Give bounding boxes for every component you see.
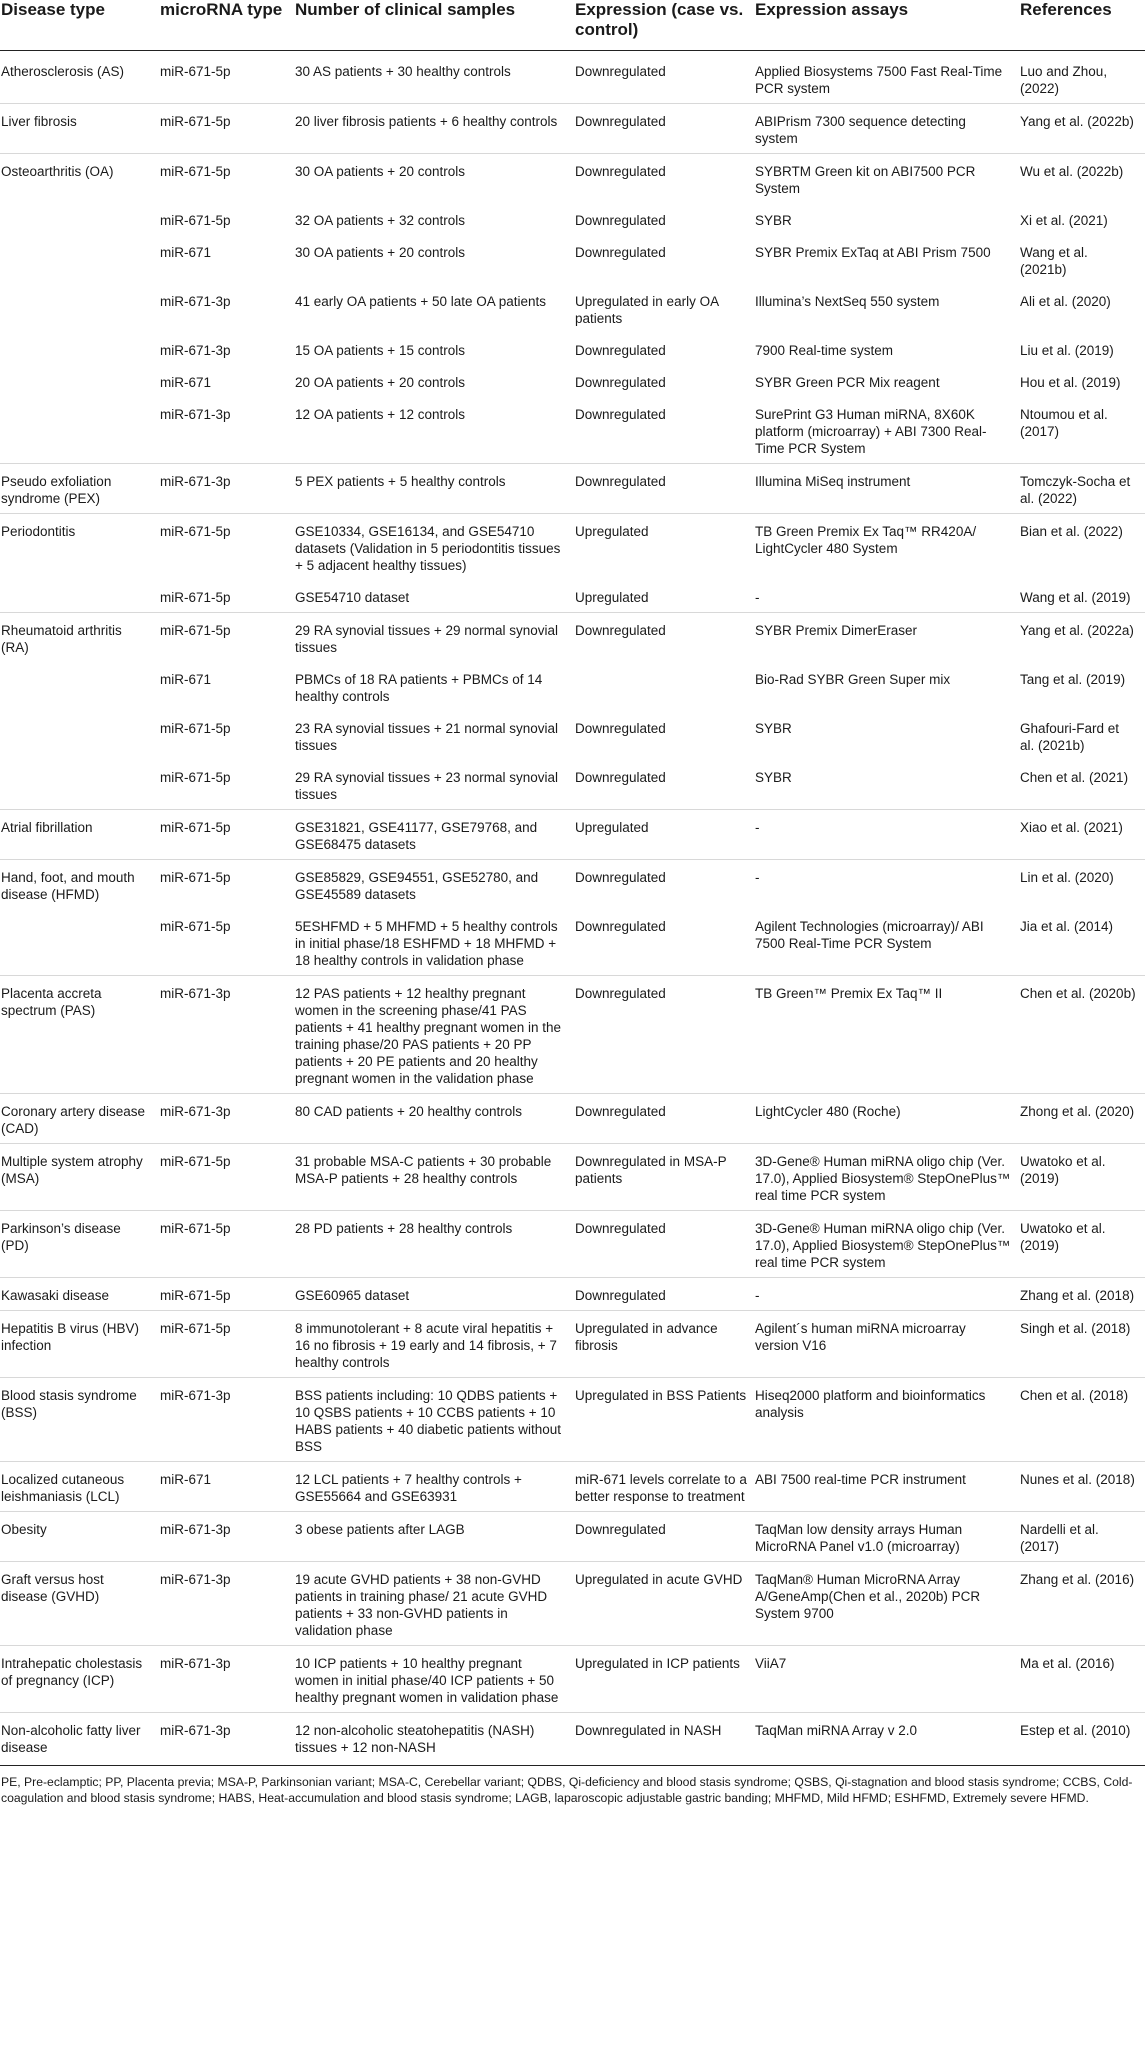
disease-type-cell: Pseudo exfoliation syndrome (PEX): [0, 464, 160, 514]
clinical-samples-cell: 3 obese patients after LAGB: [295, 1512, 575, 1562]
clinical-samples-cell: 5ESHFMD + 5 MHFMD + 5 healthy controls in initial phase/18 ESHFMD + 18 MHFMD + 18 healthy controls in validation phase: [295, 919, 558, 968]
expression-assays-cell: Agilent´s human miRNA microarray version V16: [755, 1311, 1020, 1378]
expression-cell: Downregulated in MSA-P patients: [575, 1144, 755, 1211]
table-row: [0, 1094, 1145, 1144]
expression-cell: Upregulated: [575, 590, 649, 605]
microrna-type-cell: miR-671-5p: [160, 154, 295, 204]
microrna-type-cell: miR-671-3p: [160, 1094, 295, 1144]
clinical-samples-cell: 20 liver fibrosis patients + 6 healthy controls: [295, 104, 575, 154]
clinical-samples-cell: 5 PEX patients + 5 healthy controls: [295, 464, 575, 514]
clinical-samples-cell: 28 PD patients + 28 healthy controls: [295, 1211, 575, 1278]
clinical-samples-cell: GSE60965 dataset: [295, 1278, 575, 1311]
clinical-samples-cell: 32 OA patients + 32 controls: [295, 213, 465, 228]
table-row: [0, 154, 1145, 204]
expression-cell: Downregulated: [575, 860, 755, 910]
clinical-samples-cell: GSE31821, GSE41177, GSE79768, and GSE68475 datasets: [295, 810, 575, 860]
clinical-samples-cell: 23 RA synovial tissues + 21 normal synovial tissues: [295, 721, 559, 753]
expression-assays-cell: Illumina’s NextSeq 550 system: [755, 294, 940, 309]
table-row: [0, 909, 1145, 976]
expression-assays-cell: -: [755, 590, 760, 605]
column-header-expression-assays: Expression assays: [755, 0, 1020, 51]
clinical-samples-cell: 29 RA synovial tissues + 23 normal synovial tissues: [295, 770, 559, 802]
microrna-type-cell: miR-671-5p: [160, 104, 295, 154]
expression-cell: Downregulated: [575, 1512, 755, 1562]
reference-cell: Xiao et al. (2021): [1020, 810, 1145, 860]
reference-cell: Chen et al. (2021): [1020, 770, 1129, 785]
expression-assays-cell: 3D-Gene® Human miRNA oligo chip (Ver. 17.0), Applied Biosystem® StepOnePlus™ real time PCR system: [755, 1144, 1020, 1211]
table-row: [0, 235, 1145, 284]
clinical-samples-cell: 30 OA patients + 20 controls: [295, 245, 465, 260]
expression-cell: Downregulated: [575, 770, 666, 785]
clinical-samples-cell: 12 OA patients + 12 controls: [295, 407, 465, 422]
expression-assays-cell: ABI 7500 real-time PCR instrument: [755, 1462, 1020, 1512]
expression-assays-cell: SYBRTM Green kit on ABI7500 PCR System: [755, 154, 1020, 204]
expression-cell: Upregulated in acute GVHD: [575, 1562, 755, 1646]
table-row: [0, 580, 1145, 613]
microrna-type-cell: miR-671-5p: [160, 860, 295, 910]
column-header-disease-type: Disease type: [0, 0, 160, 51]
clinical-samples-cell: 15 OA patients + 15 controls: [295, 343, 465, 358]
column-header-clinical-samples: Number of clinical samples: [295, 0, 575, 51]
expression-cell: Downregulated: [575, 343, 666, 358]
expression-assays-cell: Hiseq2000 platform and bioinformatics analysis: [755, 1378, 1020, 1462]
table-row: [0, 51, 1145, 104]
table-row: [0, 203, 1145, 235]
expression-assays-cell: SurePrint G3 Human miRNA, 8X60K platform (microarray) + ABI 7300 Real-Time PCR System: [755, 407, 987, 456]
disease-type-cell: Liver fibrosis: [0, 104, 160, 154]
expression-assays-cell: TB Green Premix Ex Taq™ RR420A/ LightCycler 480 System: [755, 514, 1020, 581]
expression-cell: Downregulated: [575, 154, 755, 204]
disease-type-cell: Multiple system atrophy (MSA): [0, 1144, 160, 1211]
microrna-type-cell: miR-671-3p: [160, 407, 231, 422]
disease-type-cell: Osteoarthritis (OA): [0, 154, 160, 204]
reference-cell: Wang et al. (2019): [1020, 590, 1131, 605]
table-row: [0, 1562, 1145, 1646]
expression-assays-cell: Bio-Rad SYBR Green Super mix: [755, 672, 951, 687]
table-row: [0, 464, 1145, 514]
clinical-samples-cell: 30 OA patients + 20 controls: [295, 154, 575, 204]
expression-cell: Upregulated in BSS Patients: [575, 1378, 755, 1462]
microrna-type-cell: miR-671-5p: [160, 590, 231, 605]
clinical-samples-cell: 80 CAD patients + 20 healthy controls: [295, 1094, 575, 1144]
expression-assays-cell: Agilent Technologies (microarray)/ ABI 7500 Real-Time PCR System: [755, 919, 984, 951]
reference-cell: Jia et al. (2014): [1020, 919, 1114, 934]
expression-assays-cell: TaqMan® Human MicroRNA Array A/GeneAmp(Chen et al., 2020b) PCR System 9700: [755, 1562, 1020, 1646]
disease-type-cell: Atherosclerosis (AS): [1, 64, 125, 79]
reference-cell: Zhang et al. (2016): [1020, 1562, 1145, 1646]
disease-type-cell: Parkinson’s disease (PD): [0, 1211, 160, 1278]
table-row: [0, 711, 1145, 760]
expression-cell: Downregulated: [575, 104, 755, 154]
expression-cell: Downregulated: [575, 407, 666, 422]
clinical-samples-cell: 41 early OA patients + 50 late OA patients: [295, 294, 547, 309]
table-body: [0, 51, 1145, 1766]
clinical-samples-cell: 12 non-alcoholic steatohepatitis (NASH) tissues + 12 non-NASH: [295, 1713, 575, 1766]
reference-cell: Xi et al. (2021): [1020, 213, 1108, 228]
microrna-type-cell: miR-671-3p: [160, 1646, 295, 1713]
expression-assays-cell: 3D-Gene® Human miRNA oligo chip (Ver. 17.0), Applied Biosystem® StepOnePlus™ real time PCR system: [755, 1211, 1020, 1278]
table-row: [0, 1512, 1145, 1562]
expression-assays-cell: -: [755, 860, 1020, 910]
expression-assays-cell: Applied Biosystems 7500 Fast Real-Time PCR system: [755, 64, 1003, 96]
table-row: [0, 514, 1145, 581]
disease-type-cell: Placenta accreta spectrum (PAS): [0, 976, 160, 1094]
expression-assays-cell: SYBR: [755, 721, 792, 736]
microrna-type-cell: miR-671-5p: [160, 1144, 295, 1211]
clinical-samples-cell: 31 probable MSA-C patients + 30 probable MSA-P patients + 28 healthy controls: [295, 1144, 575, 1211]
expression-cell: [575, 662, 755, 711]
reference-cell: Uwatoko et al. (2019): [1020, 1211, 1145, 1278]
microrna-type-cell: miR-671-3p: [160, 343, 231, 358]
disease-type-cell: Obesity: [0, 1512, 160, 1562]
column-header-references: References: [1020, 0, 1145, 51]
reference-cell: Tang et al. (2019): [1020, 672, 1126, 687]
table-row: [0, 1211, 1145, 1278]
microrna-type-cell: miR-671: [160, 245, 212, 260]
expression-assays-cell: Illumina MiSeq instrument: [755, 464, 1020, 514]
microrna-type-cell: miR-671-3p: [160, 1562, 295, 1646]
expression-cell: Downregulated: [575, 1211, 755, 1278]
expression-assays-cell: -: [755, 1278, 1020, 1311]
expression-cell: Downregulated: [575, 613, 755, 663]
table-row: [0, 333, 1145, 365]
table-row: [0, 662, 1145, 711]
clinical-samples-cell: GSE85829, GSE94551, GSE52780, and GSE45589 datasets: [295, 860, 575, 910]
expression-assays-cell: SYBR: [755, 770, 792, 785]
expression-cell: Downregulated: [575, 1094, 755, 1144]
reference-cell: Bian et al. (2022): [1020, 514, 1145, 581]
clinical-samples-cell: PBMCs of 18 RA patients + PBMCs of 14 healthy controls: [295, 672, 543, 704]
expression-assays-cell: TaqMan miRNA Array v 2.0: [755, 1713, 1020, 1766]
reference-cell: Zhong et al. (2020): [1020, 1094, 1145, 1144]
clinical-samples-cell: 12 LCL patients + 7 healthy controls + GSE55664 and GSE63931: [295, 1462, 575, 1512]
expression-cell: Upregulated in ICP patients: [575, 1646, 755, 1713]
expression-assays-cell: TaqMan low density arrays Human MicroRNA Panel v1.0 (microarray): [755, 1512, 1020, 1562]
reference-cell: Liu et al. (2019): [1020, 343, 1114, 358]
microrna-type-cell: miR-671-5p: [160, 770, 231, 785]
table-header-row: [0, 0, 1145, 51]
reference-cell: Ali et al. (2020): [1020, 294, 1111, 309]
expression-assays-cell: SYBR: [755, 213, 792, 228]
disease-type-cell: [0, 760, 160, 810]
microrna-type-cell: miR-671-3p: [160, 1378, 295, 1462]
clinical-samples-cell: 10 ICP patients + 10 healthy pregnant women in initial phase/40 ICP patients + 50 healthy pregnant women in validation phase: [295, 1646, 575, 1713]
reference-cell: Wang et al. (2021b): [1020, 245, 1088, 277]
column-header-microrna-type: microRNA type: [160, 0, 295, 51]
table-row: [0, 104, 1145, 154]
expression-cell: miR-671 levels correlate to a better response to treatment: [575, 1462, 755, 1512]
expression-cell: Downregulated: [575, 919, 666, 934]
table-row: [0, 1462, 1145, 1512]
microrna-type-cell: miR-671-5p: [160, 514, 295, 581]
disease-type-cell: Periodontitis: [0, 514, 160, 581]
reference-cell: Uwatoko et al. (2019): [1020, 1144, 1145, 1211]
disease-type-cell: Hepatitis B virus (HBV) infection: [0, 1311, 160, 1378]
microrna-type-cell: miR-671-5p: [160, 1311, 295, 1378]
reference-cell: Wu et al. (2022b): [1020, 154, 1145, 204]
reference-cell: Ntoumou et al. (2017): [1020, 407, 1108, 439]
expression-assays-cell: ABIPrism 7300 sequence detecting system: [755, 104, 1020, 154]
expression-assays-cell: TB Green™ Premix Ex Taq™ II: [755, 976, 1020, 1094]
clinical-samples-cell: 12 PAS patients + 12 healthy pregnant women in the screening phase/41 PAS patients + 41 healthy pregnant women in the training phase/20 PAS patients + 20 PP patients + 20 PE patients and 20 healthy pregnant women in the validation phase: [295, 976, 575, 1094]
table-row: [0, 976, 1145, 1094]
disease-type-cell: [0, 580, 160, 613]
expression-assays-cell: 7900 Real-time system: [755, 343, 894, 358]
expression-cell: Downregulated: [575, 213, 666, 228]
disease-type-cell: [0, 235, 160, 284]
microrna-type-cell: miR-671-5p: [160, 613, 295, 663]
microrna-type-cell: miR-671: [160, 1462, 295, 1512]
clinical-samples-cell: 30 AS patients + 30 healthy controls: [295, 64, 511, 79]
expression-cell: Downregulated: [575, 464, 755, 514]
table-row: [0, 860, 1145, 910]
microrna-type-cell: miR-671-5p: [160, 919, 231, 934]
disease-type-cell: [0, 397, 160, 464]
table-row: [0, 1646, 1145, 1713]
disease-type-cell: [0, 662, 160, 711]
disease-type-cell: Kawasaki disease: [0, 1278, 160, 1311]
disease-type-cell: [0, 284, 160, 333]
table-row: [0, 1713, 1145, 1766]
column-header-expression: Expression (case vs. control): [575, 0, 755, 51]
reference-cell: Zhang et al. (2018): [1020, 1278, 1145, 1311]
reference-cell: Nunes et al. (2018): [1020, 1462, 1145, 1512]
clinical-samples-cell: BSS patients including: 10 QDBS patients + 10 QSBS patients + 10 CCBS patients + 10 HABS patients + 40 diabetic patients without BSS: [295, 1378, 575, 1462]
expression-cell: Downregulated: [575, 1278, 755, 1311]
table-row: [0, 1144, 1145, 1211]
disease-type-cell: [0, 365, 160, 397]
expression-cell: Upregulated: [575, 810, 755, 860]
microrna-type-cell: miR-671-5p: [160, 64, 231, 79]
expression-cell: Upregulated in advance fibrosis: [575, 1311, 755, 1378]
table-row: [0, 1311, 1145, 1378]
clinical-samples-cell: 20 OA patients + 20 controls: [295, 375, 465, 390]
microrna-type-cell: miR-671-3p: [160, 464, 295, 514]
reference-cell: Singh et al. (2018): [1020, 1311, 1145, 1378]
expression-cell: Downregulated: [575, 721, 666, 736]
expression-cell: Downregulated: [575, 375, 666, 390]
microrna-type-cell: miR-671-3p: [160, 976, 295, 1094]
microrna-type-cell: miR-671-5p: [160, 1278, 295, 1311]
expression-cell: Downregulated: [575, 976, 755, 1094]
expression-assays-cell: SYBR Premix DimerEraser: [755, 613, 1020, 663]
disease-type-cell: Localized cutaneous leishmaniasis (LCL): [0, 1462, 160, 1512]
disease-type-cell: Blood stasis syndrome (BSS): [0, 1378, 160, 1462]
expression-cell: Downregulated: [575, 245, 666, 260]
clinical-samples-cell: 8 immunotolerant + 8 acute viral hepatitis + 16 no fibrosis + 19 early and 14 fibrosis, + 7 healthy controls: [295, 1311, 575, 1378]
expression-assays-cell: SYBR Premix ExTaq at ABI Prism 7500: [755, 245, 991, 260]
disease-type-cell: [0, 909, 160, 976]
disease-type-cell: Coronary artery disease (CAD): [0, 1094, 160, 1144]
microrna-type-cell: miR-671: [160, 375, 212, 390]
reference-cell: Nardelli et al. (2017): [1020, 1512, 1145, 1562]
microrna-type-cell: miR-671-3p: [160, 1512, 295, 1562]
disease-type-cell: Graft versus host disease (GVHD): [0, 1562, 160, 1646]
expression-cell: Downregulated in NASH: [575, 1713, 755, 1766]
disease-type-cell: Atrial fibrillation: [0, 810, 160, 860]
reference-cell: Chen et al. (2020b): [1020, 976, 1145, 1094]
microrna-type-cell: miR-671: [160, 672, 212, 687]
reference-cell: Yang et al. (2022b): [1020, 104, 1145, 154]
reference-cell: Hou et al. (2019): [1020, 375, 1121, 390]
expression-cell: Upregulated in early OA patients: [575, 294, 719, 326]
clinical-samples-cell: 19 acute GVHD patients + 38 non-GVHD patients in training phase/ 21 acute GVHD patients + 33 non-GVHD patients in validation phase: [295, 1562, 575, 1646]
reference-cell: Ghafouri-Fard et al. (2021b): [1020, 721, 1120, 753]
reference-cell: Lin et al. (2020): [1020, 860, 1145, 910]
clinical-samples-cell: GSE54710 dataset: [295, 590, 410, 605]
table-row: [0, 1378, 1145, 1462]
expression-cell: Downregulated: [575, 64, 666, 79]
table-footnote: PE, Pre-eclamptic; PP, Placenta previa; MSA-P, Parkinsonian variant; MSA-C, Cerebellar variant; QDBS, Qi-deficiency and blood stasis syndrome; QSBS, Qi-stagnation and blood stasis syndrome; CCBS, Cold-coagulation and blood stasis syndrome; HABS, Heat-accumulation and blood stasis syndrome; LAGB, laparoscopic adjustable gastric banding; MHFMD, Mild HFMD; ESHFMD, Extremely severe HFMD.: [1, 1775, 1133, 1805]
clinical-samples-cell: GSE10334, GSE16134, and GSE54710 datasets (Validation in 5 periodontitis tissues + 5 adjacent healthy tissues): [295, 514, 575, 581]
clinical-samples-cell: 29 RA synovial tissues + 29 normal synovial tissues: [295, 613, 575, 663]
reference-cell: Chen et al. (2018): [1020, 1378, 1145, 1462]
table-row: [0, 365, 1145, 397]
reference-cell: Estep et al. (2010): [1020, 1713, 1145, 1766]
reference-cell: Ma et al. (2016): [1020, 1646, 1145, 1713]
expression-assays-cell: SYBR Green PCR Mix reagent: [755, 375, 940, 390]
expression-cell: Upregulated: [575, 514, 755, 581]
disease-type-cell: Non-alcoholic fatty liver disease: [0, 1713, 160, 1766]
reference-cell: Tomczyk-Socha et al. (2022): [1020, 464, 1145, 514]
microrna-type-cell: miR-671-3p: [160, 294, 231, 309]
microrna-type-cell: miR-671-5p: [160, 213, 231, 228]
expression-assays-cell: -: [755, 810, 1020, 860]
expression-assays-cell: ViiA7: [755, 1646, 1020, 1713]
microrna-type-cell: miR-671-5p: [160, 810, 295, 860]
reference-cell: Yang et al. (2022a): [1020, 613, 1145, 663]
table-row: [0, 760, 1145, 810]
table-row: [0, 810, 1145, 860]
microrna-type-cell: miR-671-5p: [160, 721, 231, 736]
microrna-type-cell: miR-671-3p: [160, 1713, 295, 1766]
table-row: [0, 613, 1145, 663]
table-row: [0, 1278, 1145, 1311]
disease-type-cell: [0, 333, 160, 365]
disease-type-cell: Hand, foot, and mouth disease (HFMD): [0, 860, 160, 910]
microrna-type-cell: miR-671-5p: [160, 1211, 295, 1278]
disease-type-cell: [0, 711, 160, 760]
table-row: [0, 284, 1145, 333]
reference-cell: Luo and Zhou, (2022): [1020, 64, 1108, 96]
disease-type-cell: [0, 203, 160, 235]
table-row: [0, 397, 1145, 464]
expression-assays-cell: LightCycler 480 (Roche): [755, 1094, 1020, 1144]
disease-type-cell: Rheumatoid arthritis (RA): [0, 613, 160, 663]
disease-type-cell: Intrahepatic cholestasis of pregnancy (ICP): [0, 1646, 160, 1713]
